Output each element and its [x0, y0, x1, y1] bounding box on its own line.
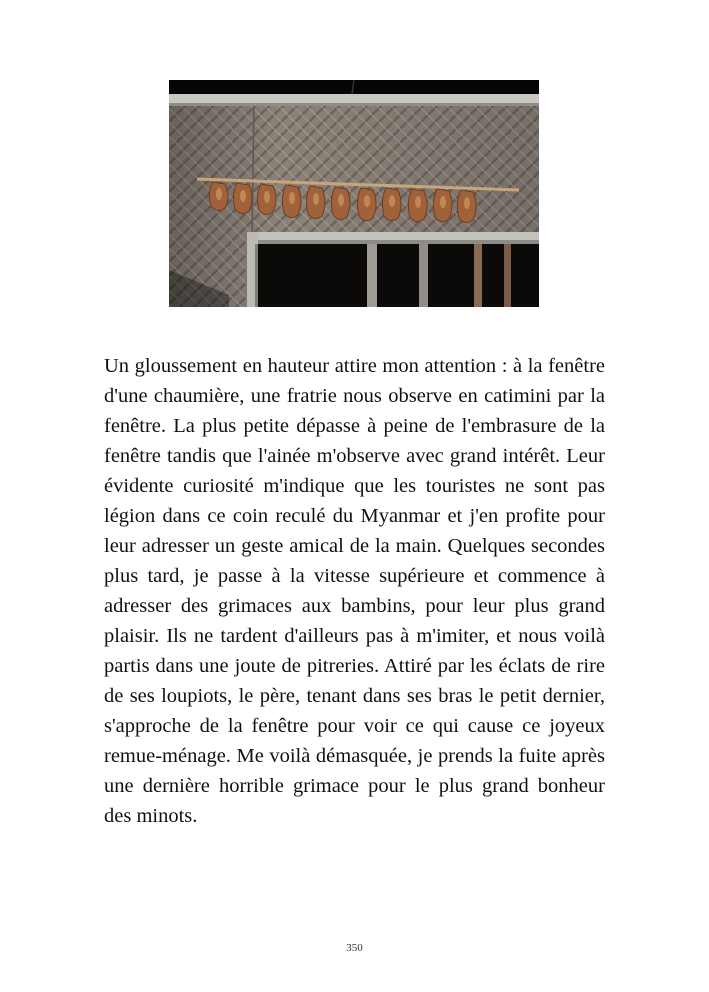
page-number: 350	[346, 942, 363, 954]
photo-drying-fish	[169, 80, 539, 307]
body-paragraph: Un gloussement en hauteur attire mon attention : à la fenêtre d'une chaumière, une fratrie nous observe en catimini par la fenêtre. La plus petite dépasse à peine de l'embrasure de la fenêtre tandis que l'ainée m'observe avec grand intérêt. Leur évidente curiosité m'indique que les touristes ne sont pas légion dans ce coin reculé du Myanmar et j'en profite pour leur adresser un geste amical de la main. Quelques secondes plus tard, je passe à la vitesse supérieure et commence à adresser des grimaces aux bambins, pour leur plus grand plaisir. Ils ne tardent d'ailleurs pas à m'imiter, et nous voilà partis dans une joute de pitreries. Attiré par les éclats de rire de ses loupiots, le père, tenant dans ses bras le petit dernier, s'approche de la fenêtre pour voir ce qui cause ce joyeux remue-ménage. Me voilà démasquée, je prends la fuite après une dernière horrible grimace pour le plus grand bonheur des minots.	[104, 355, 605, 827]
